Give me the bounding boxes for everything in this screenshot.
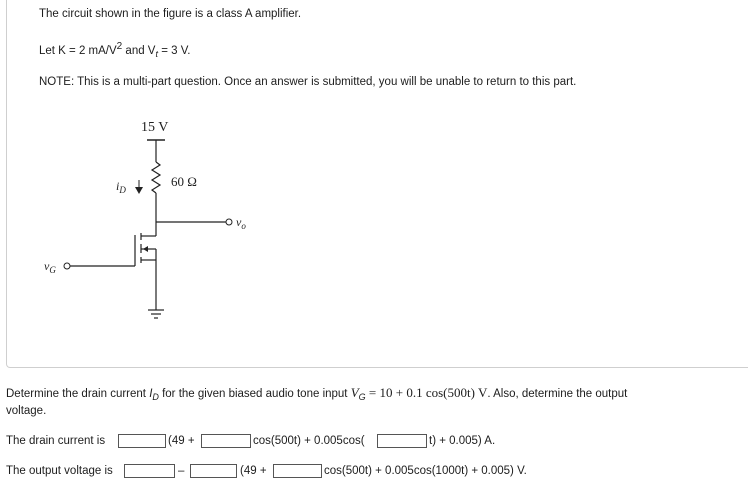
input-label: v xyxy=(44,259,50,273)
output-field-1[interactable] xyxy=(124,464,175,478)
drain-field-2[interactable] xyxy=(201,434,251,448)
drain-input-3[interactable] xyxy=(378,439,426,451)
input-terminal xyxy=(64,263,70,269)
output-input-1[interactable] xyxy=(125,469,174,481)
svg-text:iD xyxy=(116,179,126,195)
output-field-2[interactable] xyxy=(190,464,237,478)
output-label: v xyxy=(236,215,242,229)
output-input-2[interactable] xyxy=(191,469,236,481)
output-input-3[interactable] xyxy=(274,469,321,481)
drain-field-3[interactable] xyxy=(377,434,427,448)
drain-input-2[interactable] xyxy=(202,439,250,451)
supply-label: 15 V xyxy=(141,120,169,135)
part-prompt: Determine the drain current $I_D$ for the given biased audio tone input $V_G = 10 + 0.1$ cos(500t) V. Also, determine the output xyxy=(6,385,628,402)
note-text: NOTE: This is a multi-part question. Once an answer is submitted, you will be unable to return to this part. xyxy=(39,76,577,88)
drain-text-2: cos(500t) + 0.005cos( xyxy=(253,435,365,447)
intro-text: The circuit shown in the figure is a class A amplifier. xyxy=(39,8,302,20)
output-terminal xyxy=(226,219,232,225)
output-text-1: – xyxy=(178,465,185,477)
drain-label: The drain current is xyxy=(6,435,106,447)
input-sub: G xyxy=(49,265,56,275)
given-values: Let K = 2 mA/V2 and $V_t = 3$ V. xyxy=(39,41,191,59)
ground-icon xyxy=(148,310,164,318)
current-label: i xyxy=(116,179,120,193)
output-field-3[interactable] xyxy=(273,464,322,478)
output-label: The output voltage is xyxy=(6,465,113,477)
svg-text:vG xyxy=(44,259,56,275)
mosfet-icon xyxy=(70,222,156,310)
current-arrow-icon xyxy=(135,180,143,194)
output-sub: o xyxy=(241,221,246,231)
current-sub: D xyxy=(119,185,126,195)
resistor-label: 60 Ω xyxy=(171,174,197,189)
svg-text:vo xyxy=(236,215,246,231)
output-text-3: cos(500t) + 0.005cos(1000t) + 0.005) V. xyxy=(324,465,527,477)
drain-text-3: t) + 0.005) A. xyxy=(429,435,496,447)
output-text-2: (49 + xyxy=(240,465,267,477)
part-prompt-cont: voltage. xyxy=(6,405,47,417)
drain-text-1: (49 + xyxy=(168,435,195,447)
resistor-icon xyxy=(152,162,160,193)
drain-input-1[interactable] xyxy=(119,439,165,451)
drain-field-1[interactable] xyxy=(118,434,166,448)
